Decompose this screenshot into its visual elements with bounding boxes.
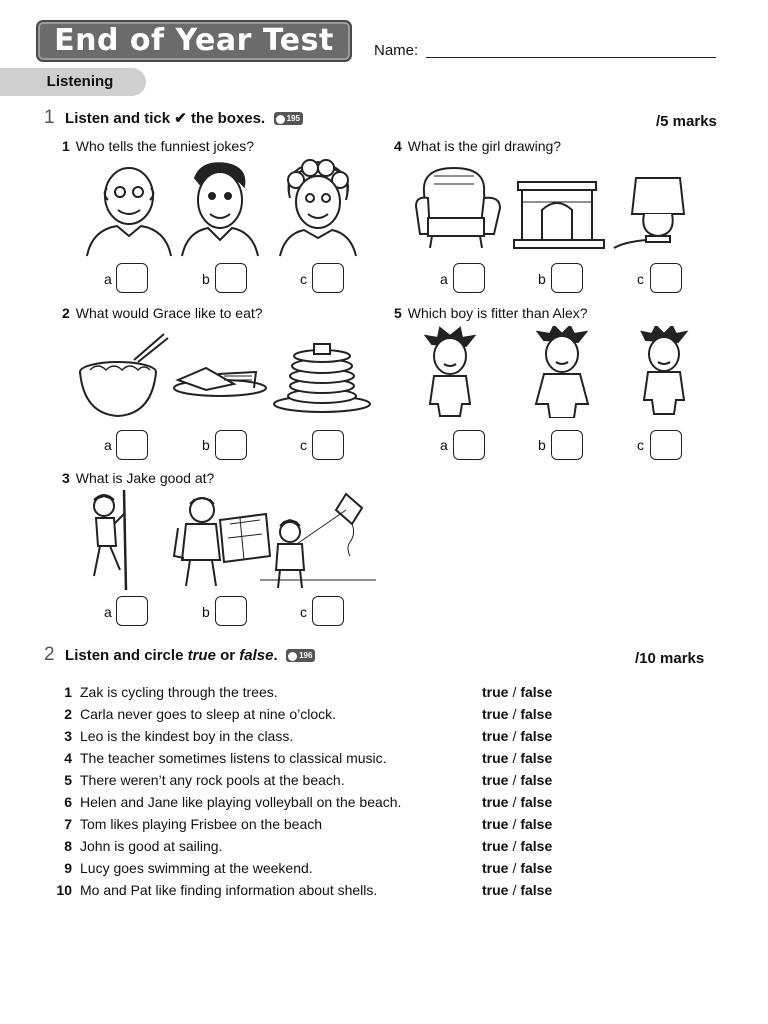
choice-separator: /: [512, 706, 517, 722]
choice-separator: /: [512, 684, 517, 700]
option-label: c: [300, 604, 307, 620]
true-false-choice: [482, 857, 552, 879]
true-false-choice: [482, 747, 552, 769]
statement-row: [46, 791, 606, 813]
true-option[interactable]: true: [482, 772, 509, 788]
exercise2-marks: /10 marks: [635, 650, 705, 667]
statement-text: John is good at sailing.: [80, 838, 223, 854]
section-label-text: Listening: [46, 73, 114, 90]
true-option[interactable]: true: [482, 794, 509, 810]
checkbox-q1-c[interactable]: [312, 263, 344, 293]
section-label: [0, 68, 146, 96]
question-number: 3: [62, 470, 70, 486]
false-option[interactable]: false: [520, 882, 553, 898]
statement-row: [46, 835, 606, 857]
title-badge: [36, 20, 352, 62]
checkbox-q1-a[interactable]: [116, 263, 148, 293]
question-number: 4: [394, 138, 402, 154]
statement-number: 5: [64, 772, 72, 788]
statement-number: 1: [64, 684, 72, 700]
option-label: a: [104, 437, 112, 453]
choice-separator: /: [512, 728, 517, 744]
climbing-rope-picture: [94, 490, 126, 590]
option-label: a: [440, 271, 448, 287]
true-false-list: [46, 681, 606, 901]
question-number: 1: [62, 138, 70, 154]
option-label: b: [538, 437, 546, 453]
question-text: What would Grace like to eat?: [75, 305, 263, 321]
question-number: 2: [62, 305, 70, 321]
name-label: Name:: [374, 42, 419, 59]
statement-row: [46, 747, 606, 769]
statement-number: 3: [64, 728, 72, 744]
true-false-choice: [482, 835, 552, 857]
exercise2-title-true: true: [187, 647, 216, 664]
false-option[interactable]: false: [520, 772, 553, 788]
statement-number: 8: [64, 838, 72, 854]
true-option[interactable]: true: [482, 816, 509, 832]
choice-separator: /: [512, 750, 517, 766]
statement-text: Tom likes playing Frisbee on the beach: [80, 816, 323, 832]
question-3: [62, 470, 214, 486]
checkbox-q1-b[interactable]: [215, 263, 247, 293]
checkbox-q5-b[interactable]: [551, 430, 583, 460]
checkbox-q4-b[interactable]: [551, 263, 583, 293]
question-5: [394, 305, 588, 321]
boy-3-picture: [642, 326, 686, 414]
question-5-pictures: [420, 326, 710, 418]
question-4-pictures: [414, 162, 710, 254]
boy-1-picture: [426, 328, 474, 416]
statement-number: 10: [56, 882, 72, 898]
true-option[interactable]: true: [482, 728, 509, 744]
exercise2-title-or: or: [215, 647, 240, 664]
statement-number: 7: [64, 816, 72, 832]
exercise2-number: 2: [44, 644, 55, 665]
choice-separator: /: [512, 860, 517, 876]
page-title: End of Year Test: [54, 23, 334, 58]
boy-2-picture: [536, 326, 588, 418]
true-option[interactable]: true: [482, 838, 509, 854]
true-false-choice: [482, 769, 552, 791]
true-false-choice: [482, 681, 552, 703]
fireplace-picture: [514, 182, 604, 248]
exercise2-title-pre: Listen and circle: [65, 647, 188, 664]
checkbox-q3-c[interactable]: [312, 596, 344, 626]
option-label: c: [300, 437, 307, 453]
armchair-picture: [416, 168, 500, 248]
false-option[interactable]: false: [520, 860, 553, 876]
checkbox-q3-a[interactable]: [116, 596, 148, 626]
option-label: c: [637, 437, 644, 453]
false-option[interactable]: false: [520, 706, 553, 722]
statement-row: [46, 857, 606, 879]
question-1: [62, 138, 254, 154]
option-label: a: [104, 604, 112, 620]
choice-separator: /: [512, 816, 517, 832]
checkbox-q5-c[interactable]: [650, 430, 682, 460]
speaker-icon: [288, 652, 297, 661]
true-false-choice: [482, 813, 552, 835]
reading-map-picture: [174, 498, 270, 586]
audio-track-icon[interactable]: [286, 649, 315, 662]
audio-track-number: 196: [299, 651, 313, 661]
fish-plate-picture: [174, 368, 266, 396]
old-woman-picture: [280, 160, 356, 256]
true-option[interactable]: true: [482, 684, 509, 700]
statement-text: Carla never goes to sleep at nine o’clock.: [80, 706, 337, 722]
checkbox-q5-a[interactable]: [453, 430, 485, 460]
statement-number: 4: [64, 750, 72, 766]
question-3-pictures: [80, 490, 376, 590]
true-option[interactable]: true: [482, 750, 509, 766]
option-label: a: [104, 271, 112, 287]
question-text: What is Jake good at?: [75, 470, 215, 486]
exercise1-number: 1: [44, 107, 55, 128]
false-option[interactable]: false: [520, 794, 553, 810]
question-text: What is the girl drawing?: [407, 138, 562, 154]
checkbox-q2-c[interactable]: [312, 430, 344, 460]
audio-track-icon[interactable]: [274, 112, 303, 125]
exercise2-title: [65, 647, 278, 664]
choice-separator: /: [512, 794, 517, 810]
option-label: b: [202, 437, 210, 453]
checkbox-q4-a[interactable]: [453, 263, 485, 293]
statement-number: 9: [64, 860, 72, 876]
exercise1-marks: /5 marks: [656, 113, 717, 130]
question-text: Which boy is fitter than Alex?: [407, 305, 588, 321]
option-label: c: [637, 271, 644, 287]
true-false-choice: [482, 725, 552, 747]
exercise1-title: Listen and tick ✔ the boxes.: [65, 110, 266, 127]
false-option[interactable]: false: [520, 684, 553, 700]
choice-separator: /: [512, 882, 517, 898]
true-option[interactable]: true: [482, 882, 509, 898]
speaker-icon: [276, 115, 285, 124]
false-option[interactable]: false: [520, 838, 553, 854]
true-false-choice: [482, 703, 552, 725]
statement-text: The teacher sometimes listens to classical music.: [80, 750, 387, 766]
false-option[interactable]: false: [520, 728, 553, 744]
statement-row: [46, 879, 606, 901]
statement-text: Mo and Pat like finding information about shells.: [80, 882, 378, 898]
false-option[interactable]: false: [520, 816, 553, 832]
question-number: 5: [394, 305, 402, 321]
exercise2-title-false: false: [239, 647, 274, 664]
true-false-choice: [482, 879, 552, 901]
exercise1-heading: [44, 107, 303, 129]
checkbox-q2-a[interactable]: [116, 430, 148, 460]
statement-text: Zak is cycling through the trees.: [80, 684, 278, 700]
exercise2-title-end: .: [273, 647, 278, 664]
checkbox-q3-b[interactable]: [215, 596, 247, 626]
flying-kite-picture: [260, 494, 376, 588]
name-field[interactable]: [426, 57, 716, 58]
noodles-bowl-picture: [80, 334, 168, 416]
choice-separator: /: [512, 838, 517, 854]
true-option[interactable]: true: [482, 860, 509, 876]
statement-number: 6: [64, 794, 72, 810]
statement-row: [46, 769, 606, 791]
question-1-pictures: [82, 158, 372, 258]
option-label: a: [440, 437, 448, 453]
true-option[interactable]: true: [482, 706, 509, 722]
statement-text: Leo is the kindest boy in the class.: [80, 728, 294, 744]
statement-text: Helen and Jane like playing volleyball on the beach.: [80, 794, 402, 810]
young-man-picture: [182, 163, 258, 256]
statement-text: There weren’t any rock pools at the beach.: [80, 772, 345, 788]
statement-text: Lucy goes swimming at the weekend.: [80, 860, 313, 876]
question-2-pictures: [78, 330, 374, 422]
pancakes-stack-picture: [274, 344, 370, 412]
checkbox-q2-b[interactable]: [215, 430, 247, 460]
option-label: c: [300, 271, 307, 287]
question-4: [394, 138, 561, 154]
checkbox-q4-c[interactable]: [650, 263, 682, 293]
choice-separator: /: [512, 772, 517, 788]
false-option[interactable]: false: [520, 750, 553, 766]
statement-row: [46, 725, 606, 747]
old-man-picture: [87, 168, 171, 256]
audio-track-number: 195: [286, 114, 300, 124]
true-false-choice: [482, 791, 552, 813]
question-text: Who tells the funniest jokes?: [75, 138, 255, 154]
option-label: b: [538, 271, 546, 287]
question-2: [62, 305, 263, 321]
statement-row: [46, 703, 606, 725]
statement-row: [46, 681, 606, 703]
statement-row: [46, 813, 606, 835]
exercise2-heading: [44, 644, 315, 666]
option-label: b: [202, 604, 210, 620]
option-label: b: [202, 271, 210, 287]
lamp-picture: [614, 178, 684, 248]
statement-number: 2: [64, 706, 72, 722]
